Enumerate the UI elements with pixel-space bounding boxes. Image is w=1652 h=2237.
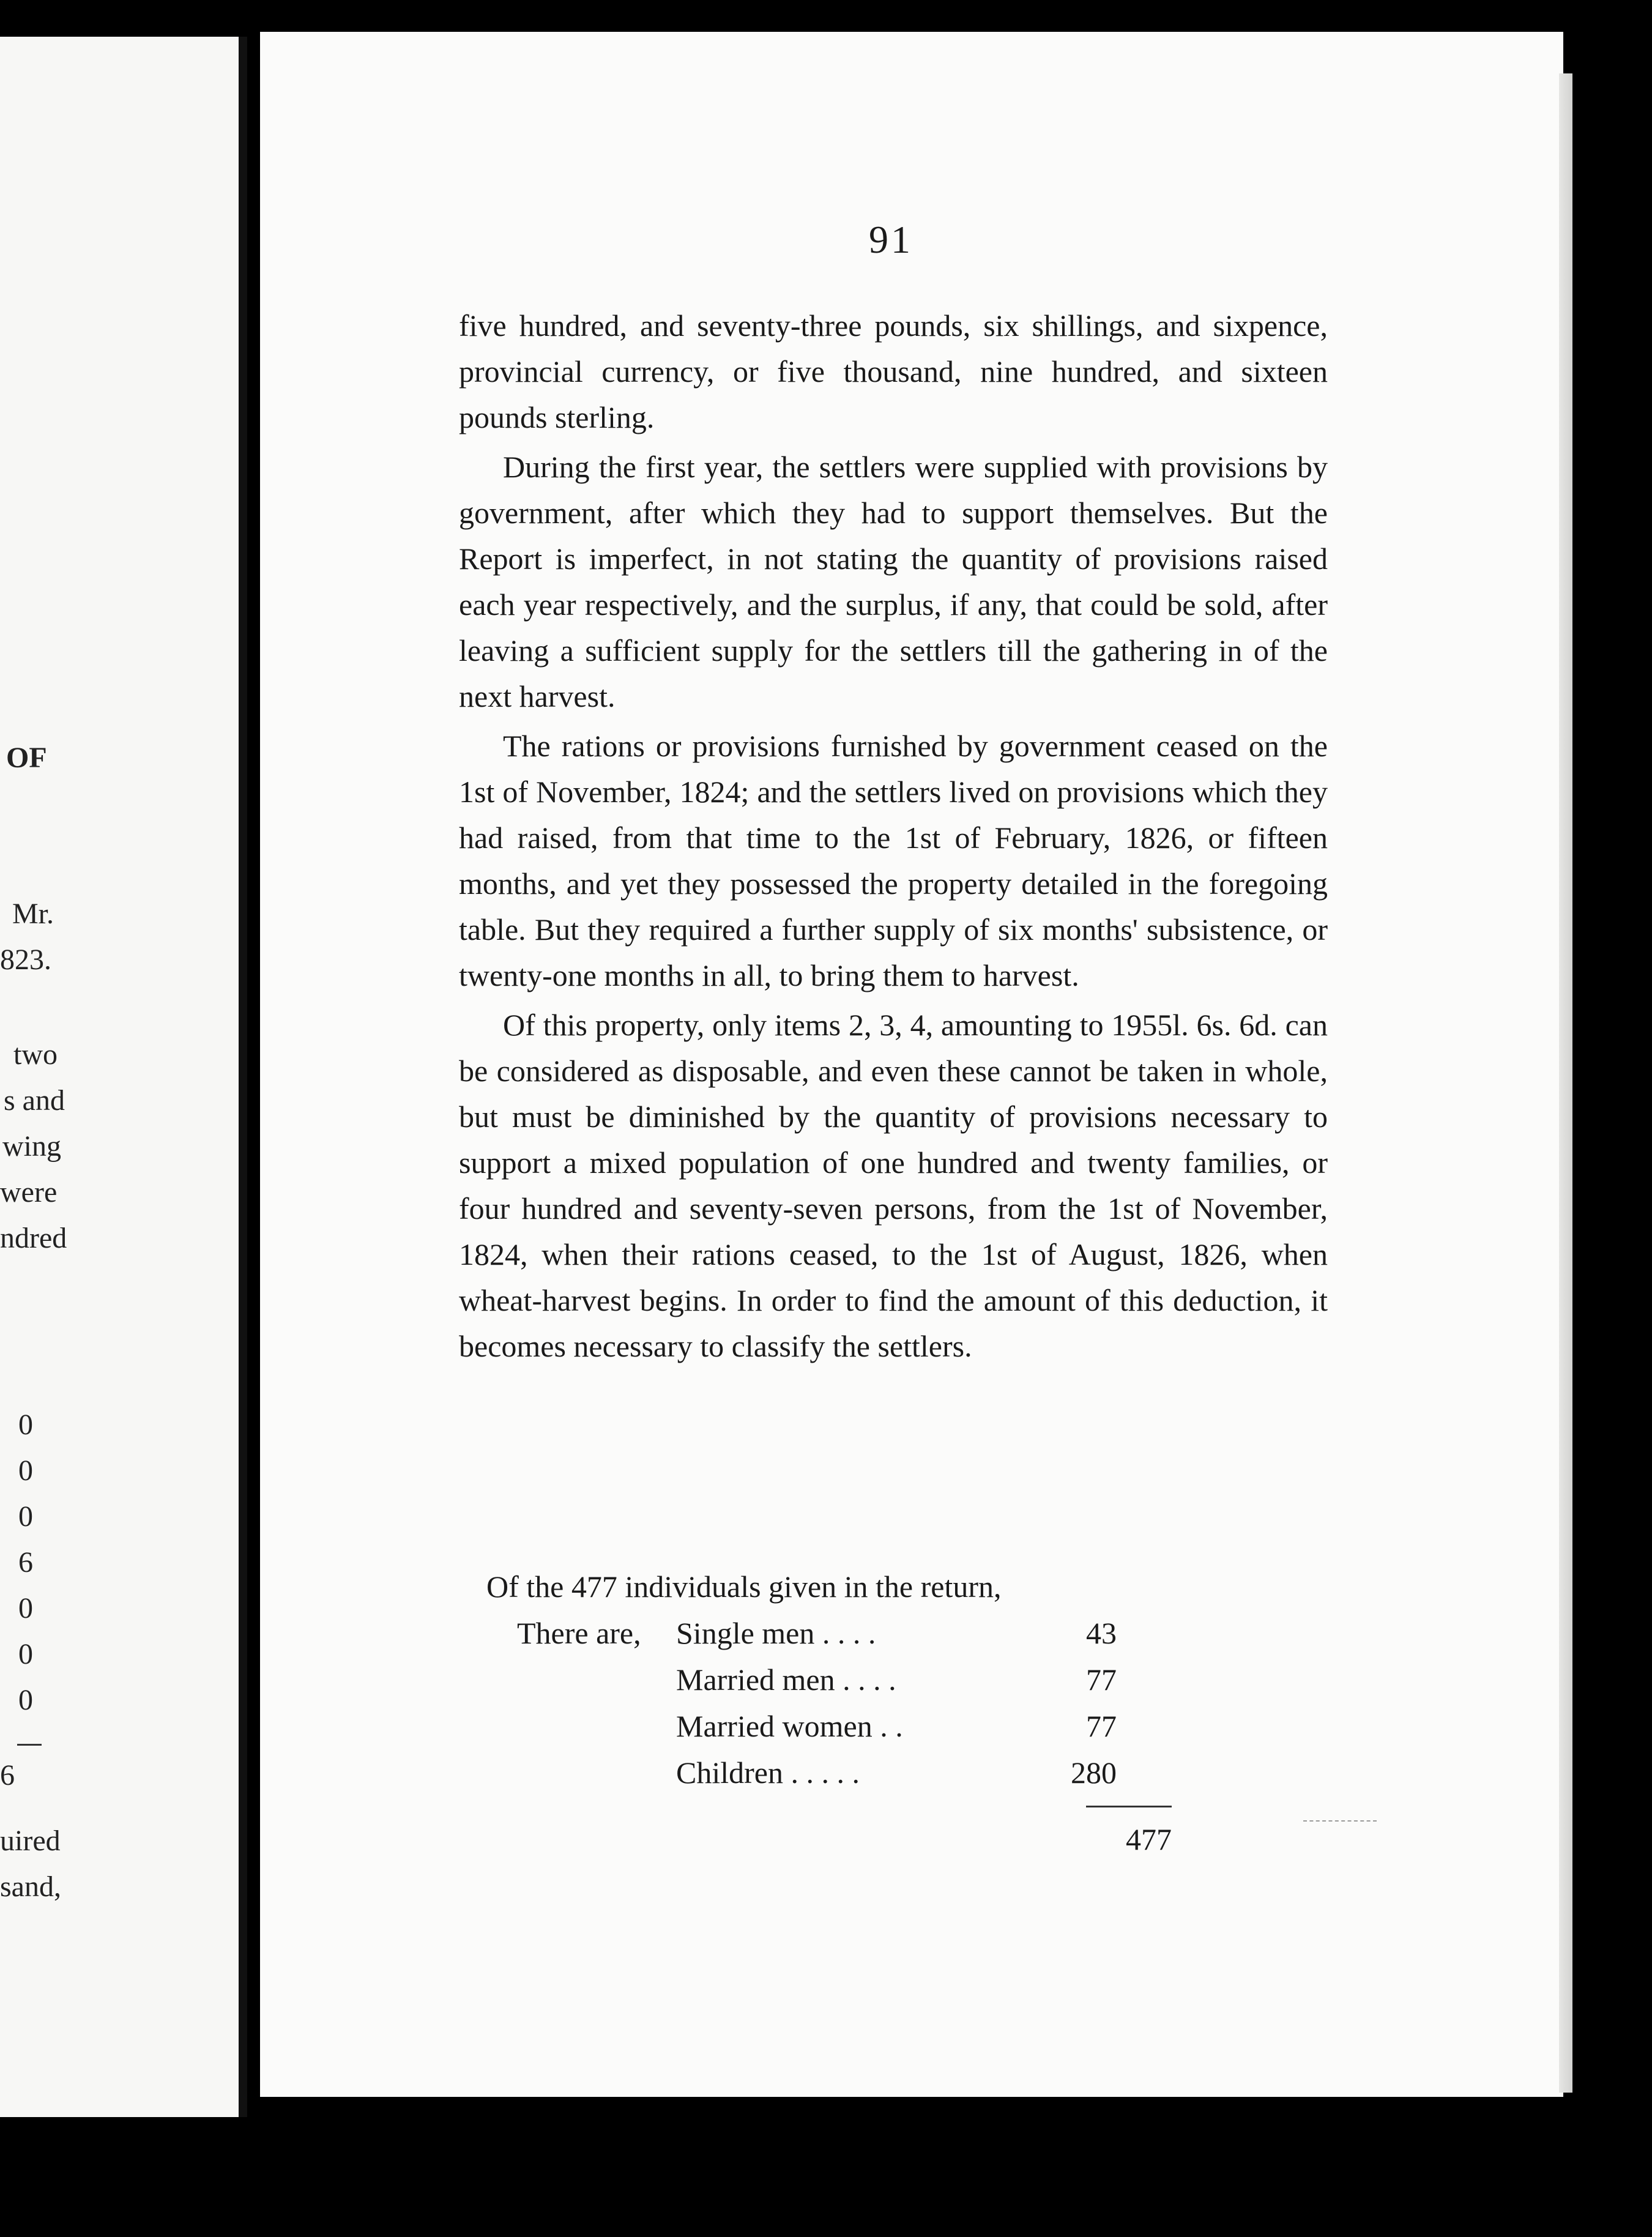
tally-label: Single men . . . . <box>676 1616 876 1650</box>
tally-row <box>486 1656 1196 1703</box>
left-fragment: Mr. <box>12 898 54 930</box>
left-fragment: sand, <box>0 1870 61 1903</box>
left-fragment: were <box>0 1176 58 1208</box>
tally-row <box>486 1703 1196 1749</box>
settler-tally <box>486 1563 1196 1863</box>
tally-label: Children . . . . . <box>676 1755 860 1790</box>
left-fragment: 0 <box>18 1684 33 1716</box>
page-number: 91 <box>869 218 913 261</box>
left-fragment: 0 <box>18 1592 33 1625</box>
left-fragment: 823. <box>0 944 51 976</box>
left-fragment: ndred <box>0 1222 67 1254</box>
body-text <box>459 303 1328 1373</box>
tally-total: 477 <box>1126 1822 1172 1856</box>
tally-prefix: There are, <box>517 1616 641 1650</box>
left-fragment: uired <box>0 1825 61 1857</box>
left-fragment: 0 <box>18 1409 33 1441</box>
left-fragment: 0 <box>18 1454 33 1487</box>
left-fragment: OF <box>6 742 47 774</box>
tally-value: 280 <box>1071 1755 1117 1790</box>
left-fragment: 0 <box>18 1638 33 1670</box>
left-sum-rule <box>17 1744 42 1746</box>
left-fragment: s and <box>4 1084 65 1117</box>
left-fragment: 0 <box>18 1500 33 1533</box>
tally-value: 43 <box>1086 1616 1117 1650</box>
left-fragment: wing <box>2 1130 61 1163</box>
left-fragment: 6 <box>18 1546 33 1579</box>
tally-row <box>486 1610 1196 1656</box>
paragraph: During the first year, the settlers were supplied with provisions by government, after which they had to support themselves. But the Report is imperfect, in not stating the quantity of provisions raised each year respectively, and the surplus, if any, that could be sold, after leaving a sufficient supply for the settlers till the gathering in of the next harvest. <box>459 450 1328 713</box>
tally-value: 77 <box>1086 1709 1117 1743</box>
tally-value: 77 <box>1086 1662 1117 1697</box>
tally-row <box>486 1749 1196 1796</box>
left-page <box>0 37 247 2117</box>
paragraph: five hundred, and seventy-three pounds, six shillings, and sixpence, provincial currency, or five thousand, nine hundred, and sixteen pounds sterling. <box>459 308 1328 434</box>
left-fragment: 6 <box>0 1759 15 1792</box>
tally-label: Married women . . <box>676 1709 903 1743</box>
margin-mark <box>1303 1820 1377 1822</box>
left-fragment: two <box>13 1038 58 1071</box>
paragraph: Of this property, only items 2, 3, 4, amounting to 1955l. 6s. 6d. can be considered as disposable, and even these cannot be taken in whole, but must be diminished by the quantity of provisions necessary to support a mixed population of one hundred and twenty families, or four hundred and seventy-seven persons, from the 1st of November, 1824, when their rations ceased, to the 1st of August, 1826, when wheat-harvest begins. In order to find the amount of this deduction, it becomes necessary to classify the settlers. <box>459 1008 1328 1363</box>
tally-label: Married men . . . . <box>676 1662 896 1697</box>
tally-sum-rule <box>1086 1806 1172 1807</box>
paragraph: The rations or provisions furnished by government ceased on the 1st of November, 1824; and the settlers lived on provisions which they had raised, from that time to the 1st of February, 1826, or fifteen months, and yet they possessed the property detailed in the foregoing table. But they required a further supply of six months' subsistence, or twenty-one months in all, to bring them to harvest. <box>459 729 1328 992</box>
tally-intro: Of the 477 individuals given in the return, <box>486 1569 1002 1604</box>
page-edge <box>1559 73 1572 2093</box>
